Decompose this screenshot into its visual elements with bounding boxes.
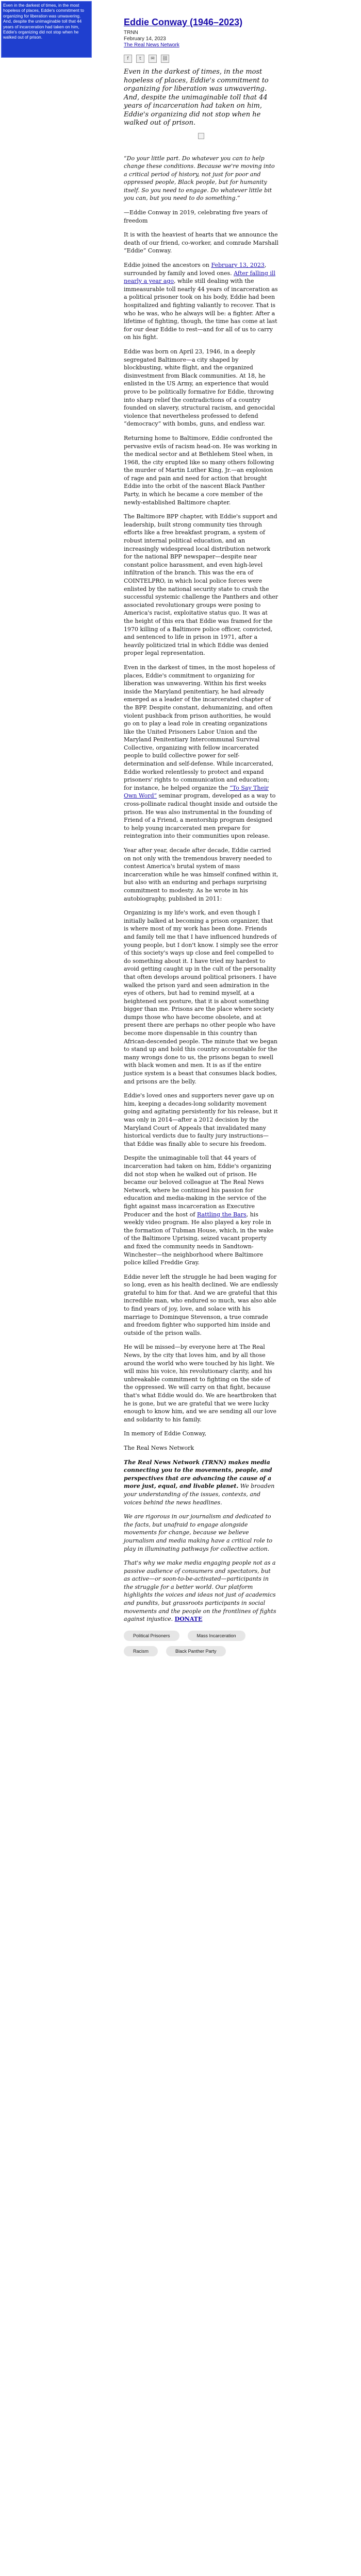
opening-quote: “Do your little part. Do whatever you can to help change these conditions. Because we're moving into a critical period of history, not just for poor and oppressed people, Black people, but for humanity itself. So you need to engage. Do whatever little bit you can, but you need to do something.” <box>124 155 275 202</box>
paragraph: Eddie never left the struggle he had been waging for so long, even as his health declined. We are endlessly grateful to him for that. And we are grateful that this incredible man, who endured so much, was also able to find years of joy, love, and solace with his marriage to Dominque Stevenson, a true comrade and freedom fighter who supported him inside and outside of the prison walls. <box>124 1273 278 1336</box>
tag-racism[interactable]: Racism <box>124 1646 158 1656</box>
paragraph: Eddie was born on April 23, 1946, in a deeply segregated Baltimore—a city shaped by blockbusting, white flight, and the organized disinvestment from Black communities. At 18, he enlisted in the US Army, an experience that would prove to be politically formative for Eddie, throwing into sharp relief the contradictions of a country founded on slavery, structural racism, and genocidal violence that nevertheless professed to defend “democracy” with bombs, guns, and endless war. <box>124 348 275 428</box>
paragraph: Eddie joined the ancestors on February 13, 2023, surrounded by family and loved ones. After falling ill nearly a year ago, while still dealing with the immeasurable toll nearly 44 years of incarceration as a political prisoner took on his body, Eddie had been hospitalized and fighting valiantly to recover. That is who he was, who he always will be: a fighter. After a lifetime of fighting, though, the time has come at last for our dear Eddie to rest—and for all of us to carry on his fight. <box>124 262 278 341</box>
email-icon[interactable]: ✉ <box>149 55 157 63</box>
paragraph: Despite the unimaginable toll that 44 years of incarceration had taken on him, Eddie's organizing did not stop when he walked out of prison. He became our beloved colleague at The Real News Network, where he continued his passion for education and media-making in the service of the fight against mass incarceration as Executive Producer and the host of Rattling the Bars, his weekly video program. He also played a key role in the formation of Tubman House, which, in the wake of the Baltimore Uprising, seized vacant property and fixed the community needs in Sandtown-Winchester—the neighborhood where Baltimore police killed Freddie Gray. <box>124 1155 274 1266</box>
tag-political-prisoners[interactable]: Political Prisoners <box>124 1631 179 1641</box>
paragraph: In memory of Eddie Conway, <box>124 1430 207 1437</box>
rattling-the-bars-link[interactable]: Rattling the Bars <box>197 1211 247 1218</box>
paragraph: The Real News Network <box>124 1444 194 1451</box>
about-paragraph: The Real News Network (TRNN) makes media connecting you to the movements, people, and perspectives that are advancing the cause of a more just, equal, and livable planet. We broaden your understanding of the issues, contexts, and voices behind the news headlines. <box>124 1459 275 1506</box>
article-date: February 14, 2023 <box>124 36 166 42</box>
summary-box <box>1 1 92 58</box>
paragraph: It is with the heaviest of hearts that we announce the death of our friend, co-worker, and comrade Marshall “Eddie” Conway. <box>124 231 278 255</box>
date-link[interactable]: February 13, 2023 <box>211 262 265 269</box>
paragraph: Even in the darkest of times, in the most hopeless of places, Eddie's commitment to organizing for liberation was unwavering. Within his first weeks inside the Maryland penitentiary, he had already emerged as a leader of the incarcerated chapter of the BPP. Despite constant, dehumanizing, and often violent pushback from prison authorities, he would go on to play a lead role in creating organizations like the United Prisoners Labor Union and the Maryland Penitentiary Intercommunal Survival Collective, organizing with fellow incarcerated people to build collective power for self-determination and self-defense. While incarcerated, Eddie worked relentlessly to protect and expand prisoners' rights to communication and education; for instance, he helped organize the “To Say Their Own Word” seminar program, developed as a way to cross-pollinate radical thought inside and outside the prison. He was also instrumental in the founding of Friend of a Friend, a mentorship program designed to help young incarcerated men prepare for reintegration into their communities upon release. <box>124 664 278 840</box>
twitter-icon[interactable]: t <box>136 55 144 63</box>
broken-image-icon <box>198 133 204 139</box>
article-org: TRNN <box>124 30 138 36</box>
seminar-link[interactable]: “To Say Their Own Word” <box>124 784 269 800</box>
article-lede: Even in the darkest of times, in the most hopeless of places, Eddie's commitment to organizing for liberation was unwavering. And, despite the unimaginable toll that 44 years of incarceration had taken on him, Eddie's organizing did not stop when he walked out of prison. <box>124 68 269 127</box>
article-title[interactable]: Eddie Conway (1946–2023) <box>124 17 243 27</box>
about-paragraph: We are rigorous in our journalism and dedicated to the facts, but unafraid to engage alongside movements for change, because we believe journalism and media making have a critical role to play in illuminating pathways for collective action. <box>124 1513 273 1552</box>
illness-link[interactable]: After falling ill nearly a year ago <box>124 269 275 285</box>
paragraph: Eddie's loved ones and supporters never gave up on him, keeping a decades-long solidarity movement going and agitating persistently for his release, but it was only in 2014—after a 2012 decision by the Maryland Court of Appeals that invalidated many historical verdicts due to faulty jury instructions—that Eddie was finally able to secure his freedom. <box>124 1092 278 1147</box>
paragraph: Organizing is my life's work, and even though I initially balked at becoming a prison organizer, that is where most of my work has been done. Friends and family tell me that I have influenced hundreds of young people, but I don't know. I simply see the error of this society's ways up close and feel compelled to do something about it. I have tried my hardest to avoid getting caught up in the cult of the personality that often develops around political prisoners. I have walked the prison yard and seen admiration in the eyes of others, but had to remind myself, at a heightened sex posture, that it is about something bigger than me. Prisons are the place where society dumps those who have become obsolete, and at present there are perhaps no other people who have become more dispensable in this country than African-descended people. The minute that we began to stand up and hold this country accountable for the many wrongs done to us, the prisons began to swell with black women and men. It is as if the entire justice system is a beast that consumes black bodies, and prisons are the belly. <box>124 909 278 1085</box>
tag-mass-incarceration[interactable]: Mass Incarceration <box>188 1631 245 1641</box>
share-row <box>124 55 278 63</box>
link-icon[interactable]: ⛓ <box>161 55 169 63</box>
quote-credit: —Eddie Conway in 2019, celebrating five years of freedom <box>124 209 268 224</box>
facebook-icon[interactable]: f <box>124 55 132 63</box>
about-paragraph: That's why we make media engaging people not as a passive audience of consumers and spectators, but as active—or soon-to-be-activated—participants in the struggle for a better world. Our platform highlights the voices and ideas not just of academics and pundits, but grassroots participants in social movements and the people on the frontlines of fights against injustice. DONATE <box>124 1560 276 1623</box>
paragraph: He will be missed—by everyone here at The Real News, by the city that loves him, and by all those around the world who were touched by his light. We will miss his voice, his revolutionary clarity, and his unbreakable commitment to fighting on the side of the oppressed. We will carry on that fight, because that's what Eddie would do. We are heartbroken that he is gone, but we are grateful that we were lucky enough to know him, and we are sending all our love and solidarity to his family. <box>124 1344 277 1423</box>
tag-list <box>124 1631 284 1656</box>
paragraph: Returning home to Baltimore, Eddie confronted the pervasive evils of racism head-on. He was working in the medical sector and at Bethlehem Steel when, in 1968, the city erupted like so many others following the murder of Martin Luther King, Jr.—an explosion of rage and pain and need for action that brought Eddie into the orbit of the nascent Black Panther Party, in which he became a core member of the newly-established Baltimore chapter. <box>124 434 277 506</box>
paragraph: Year after year, decade after decade, Eddie carried on not only with the tremendous bravery needed to contest America's brutal system of mass incarceration while he was himself confined within it, but also with an enduring and perhaps surprising commitment to modesty. As he wrote in his autobiography, published in 2011: <box>124 847 278 902</box>
article-body <box>124 155 278 1623</box>
tag-black-panther-party[interactable]: Black Panther Party <box>166 1646 226 1656</box>
paragraph: The Baltimore BPP chapter, with Eddie's support and leadership, built strong community ties through efforts like a free breakfast program, a system of robust internal political education, and an increasingly widespread local distribution network for the national BPP newspaper—despite near constant police harassment, and even high-level infiltration of the branch. This was the era of COINTELPRO, in which local police forces were enlisted by the national security state to crush the successful systemic challenge the Panthers and other associated revolutionary groups were posing to America's racist, exploitative status quo. It was at the height of this era that Eddie was framed for the 1970 killing of a Baltimore police officer, convicted, and sentenced to life in prison in 1971, after a heavily politicized trial in which Eddie was denied proper legal representation. <box>124 513 278 657</box>
article <box>124 16 278 1656</box>
summary-text: Even in the darkest of times, in the most hopeless of places, Eddie's commitment to organizing for liberation was unwavering. And, despite the unimaginable toll that 44 years of incarceration had taken on him, Eddie's organizing did not stop when he walked out of prison. <box>3 3 84 40</box>
donate-link[interactable]: DONATE <box>174 1616 203 1623</box>
article-meta <box>124 30 278 48</box>
source-link[interactable]: The Real News Network <box>124 42 179 48</box>
